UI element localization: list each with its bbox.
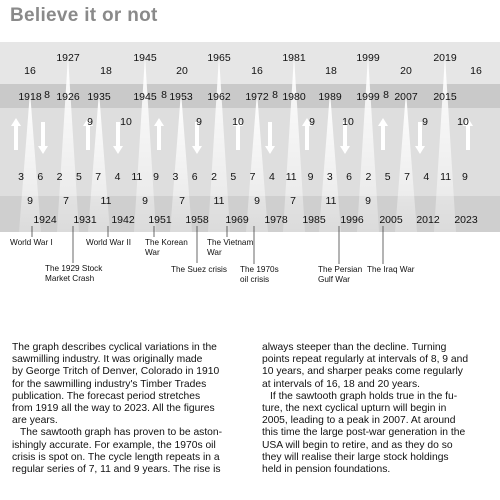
middle-number-label: 5: [384, 171, 391, 183]
article-line: from 1919 all the way to 2023. All the figures: [12, 403, 215, 415]
lower-interval-label: 11: [213, 195, 225, 207]
article-line: If the sawtooth graph holds true in the fu-: [270, 390, 458, 402]
upper-interval-label: 9: [196, 116, 202, 128]
peak-year-label: 1999: [356, 52, 380, 64]
peak-year-label: 1981: [282, 52, 306, 64]
middle-number-label: 5: [230, 171, 237, 183]
bottom-year-label: 2023: [454, 214, 478, 226]
article-line: held in pension foundations.: [262, 464, 391, 476]
upper-interval-label: 8: [161, 89, 167, 101]
upper-year-label: 1926: [56, 91, 80, 103]
middle-number-label: 7: [249, 171, 256, 183]
upper-interval-label: 8: [44, 89, 50, 101]
lower-interval-label: 7: [179, 195, 185, 207]
annotation-oil-crisis: [240, 265, 279, 285]
cycle-length-label: 20: [400, 65, 412, 77]
middle-number-label: 9: [307, 171, 314, 183]
article-line: publication. The forecast period stretches: [12, 390, 201, 402]
upper-year-label: 1962: [207, 91, 231, 103]
middle-number-label: 7: [404, 171, 410, 183]
middle-number-label: 2: [365, 171, 372, 183]
peak-year-label: 2019: [433, 52, 457, 64]
cycle-length-label: 16: [251, 65, 263, 77]
bottom-year-label: 1942: [111, 214, 135, 226]
cycle-length-label: 16: [470, 65, 482, 77]
annotation-1929-crash-line2: Market Crash: [45, 274, 95, 283]
article-line: 10 years, and sharper peaks come regularly: [262, 366, 463, 378]
middle-number-label: 9: [461, 171, 468, 183]
lower-interval-label: 9: [142, 195, 148, 207]
upper-interval-label: 9: [87, 116, 93, 128]
upper-year-label: 1945: [133, 91, 157, 103]
article-line: USA will begin to retire, and as they do so: [262, 439, 453, 451]
cycle-length-label: 18: [325, 65, 337, 77]
article-line: sawmilling industry. It was originally made: [12, 354, 203, 366]
middle-number-label: 4: [114, 171, 121, 183]
bottom-year-label: 2012: [416, 214, 440, 226]
upper-year-label: 1918: [18, 91, 42, 103]
upper-interval-label: 10: [120, 116, 132, 128]
annotation-vietnam-war-line1: The Vietnam: [207, 238, 254, 247]
annotation-ww1: World War I: [10, 238, 53, 247]
article-line: The sawtooth graph has proven to be aston-: [20, 427, 223, 439]
cycle-length-label: 18: [100, 65, 112, 77]
annotation-ww2: World War II: [86, 238, 132, 247]
bottom-year-label: 1924: [33, 214, 57, 226]
lower-interval-label: 11: [100, 195, 112, 207]
article-line: are years.: [12, 415, 58, 427]
annotation-korean-war: [145, 238, 188, 258]
article-line: regular series of 7, 11 and 9 years. The rise is: [12, 464, 221, 476]
annotation-iraq-war: The Iraq War: [367, 265, 415, 274]
upper-interval-label: 10: [342, 116, 354, 128]
middle-number-label: 6: [191, 171, 198, 183]
upper-year-label: 1989: [318, 91, 342, 103]
article-line: crisis is spot on. The cycle length repeats in a: [12, 451, 220, 463]
bottom-year-label: 1951: [148, 214, 172, 226]
middle-number-label: 3: [326, 171, 333, 183]
peak-year-label: 1927: [56, 52, 80, 64]
upper-interval-label: 8: [272, 89, 278, 101]
article-line: by George Tritch of Denver, Colorado in 1910: [12, 366, 220, 378]
article-column-2: [262, 342, 494, 476]
bottom-year-label: 1978: [264, 214, 288, 226]
middle-number-label: 5: [75, 171, 82, 183]
lower-interval-label: 9: [27, 195, 33, 207]
middle-number-label: 4: [423, 171, 430, 183]
lower-interval-label: 9: [254, 195, 260, 207]
bottom-year-label: 1931: [73, 214, 97, 226]
article-line: ture, the next cyclical upturn will begin in: [262, 403, 447, 415]
lower-interval-label: 7: [290, 195, 296, 207]
upper-year-label: 1980: [282, 91, 306, 103]
middle-number-label: 4: [268, 171, 275, 183]
upper-year-label: 1953: [169, 91, 193, 103]
upper-interval-label: 10: [232, 116, 244, 128]
annotation-suez-crisis: The Suez crisis: [171, 265, 227, 274]
upper-interval-label: 9: [309, 116, 315, 128]
upper-year-label: 2015: [433, 91, 457, 103]
upper-interval-label: 8: [383, 89, 389, 101]
peak-year-label: 1945: [133, 52, 157, 64]
upper-year-label: 2007: [394, 91, 418, 103]
cycle-length-label: 20: [176, 65, 188, 77]
sawtooth-cycle-diagram: [0, 42, 500, 232]
article-line: The graph describes cyclical variations in the: [12, 342, 217, 353]
annotation-korean-war-line2: War: [145, 248, 160, 257]
middle-number-label: 11: [285, 171, 297, 183]
cycle-length-label: 16: [24, 65, 36, 77]
annotation-gulf-war: [318, 265, 362, 285]
middle-number-label: 11: [440, 171, 452, 183]
bottom-year-label: 1958: [185, 214, 209, 226]
lower-interval-label: 7: [63, 195, 69, 207]
upper-year-label: 1972: [245, 91, 269, 103]
middle-number-label: 3: [18, 171, 24, 183]
peak-year-label: 1965: [207, 52, 231, 64]
middle-number-label: 2: [56, 171, 63, 183]
lower-interval-label: 11: [325, 195, 337, 207]
bottom-year-label: 2005: [379, 214, 403, 226]
article-line: always steeper than the decline. Turning: [262, 342, 447, 353]
middle-number-label: 6: [37, 171, 44, 183]
annotation-1929-crash: [45, 264, 102, 284]
article-line: they will realise their large stock holdings: [262, 451, 449, 463]
bottom-year-label: 1996: [340, 214, 364, 226]
annotation-1929-crash-line1: The 1929 Stock: [45, 264, 103, 273]
upper-interval-label: 10: [457, 116, 469, 128]
article-line: for the sawmilling industry's Timber Trades: [12, 378, 207, 390]
upper-year-label: 1935: [87, 91, 111, 103]
bottom-year-label: 1985: [302, 214, 326, 226]
middle-number-label: 11: [131, 171, 143, 183]
middle-number-label: 9: [153, 171, 160, 183]
middle-number-label: 2: [211, 171, 217, 183]
middle-number-label: 7: [95, 171, 102, 183]
annotation-oil-crisis-line2: oil crisis: [240, 275, 270, 284]
article-line: this time the large post-war generation in the: [262, 427, 466, 439]
upper-interval-label: 9: [422, 116, 428, 128]
article-line: points repeat regularly at intervals of 8, 9 and: [262, 354, 469, 366]
middle-number-label: 6: [346, 171, 353, 183]
lower-interval-label: 9: [365, 195, 371, 207]
article-column-1: [12, 342, 244, 476]
annotation-gulf-war-line2: Gulf War: [318, 275, 350, 284]
upper-year-label: 1999: [356, 91, 380, 103]
article-line: 2005, leading to a peak in 2007. At around: [262, 415, 456, 427]
page-title: Believe it or not: [10, 5, 158, 26]
article-line: at intervals of 16, 18 and 20 years.: [262, 378, 420, 390]
annotation-oil-crisis-line1: The 1970s: [240, 265, 279, 274]
middle-number-label: 3: [172, 171, 179, 183]
annotation-korean-war-line1: The Korean: [145, 238, 188, 247]
annotation-vietnam-war-line2: War: [207, 248, 222, 257]
article-line: ishingly accurate. For example, the 1970s oil: [12, 439, 216, 451]
annotation-vietnam-war: [207, 238, 253, 258]
bottom-year-label: 1969: [225, 214, 249, 226]
annotation-gulf-war-line1: The Persian: [318, 265, 363, 274]
